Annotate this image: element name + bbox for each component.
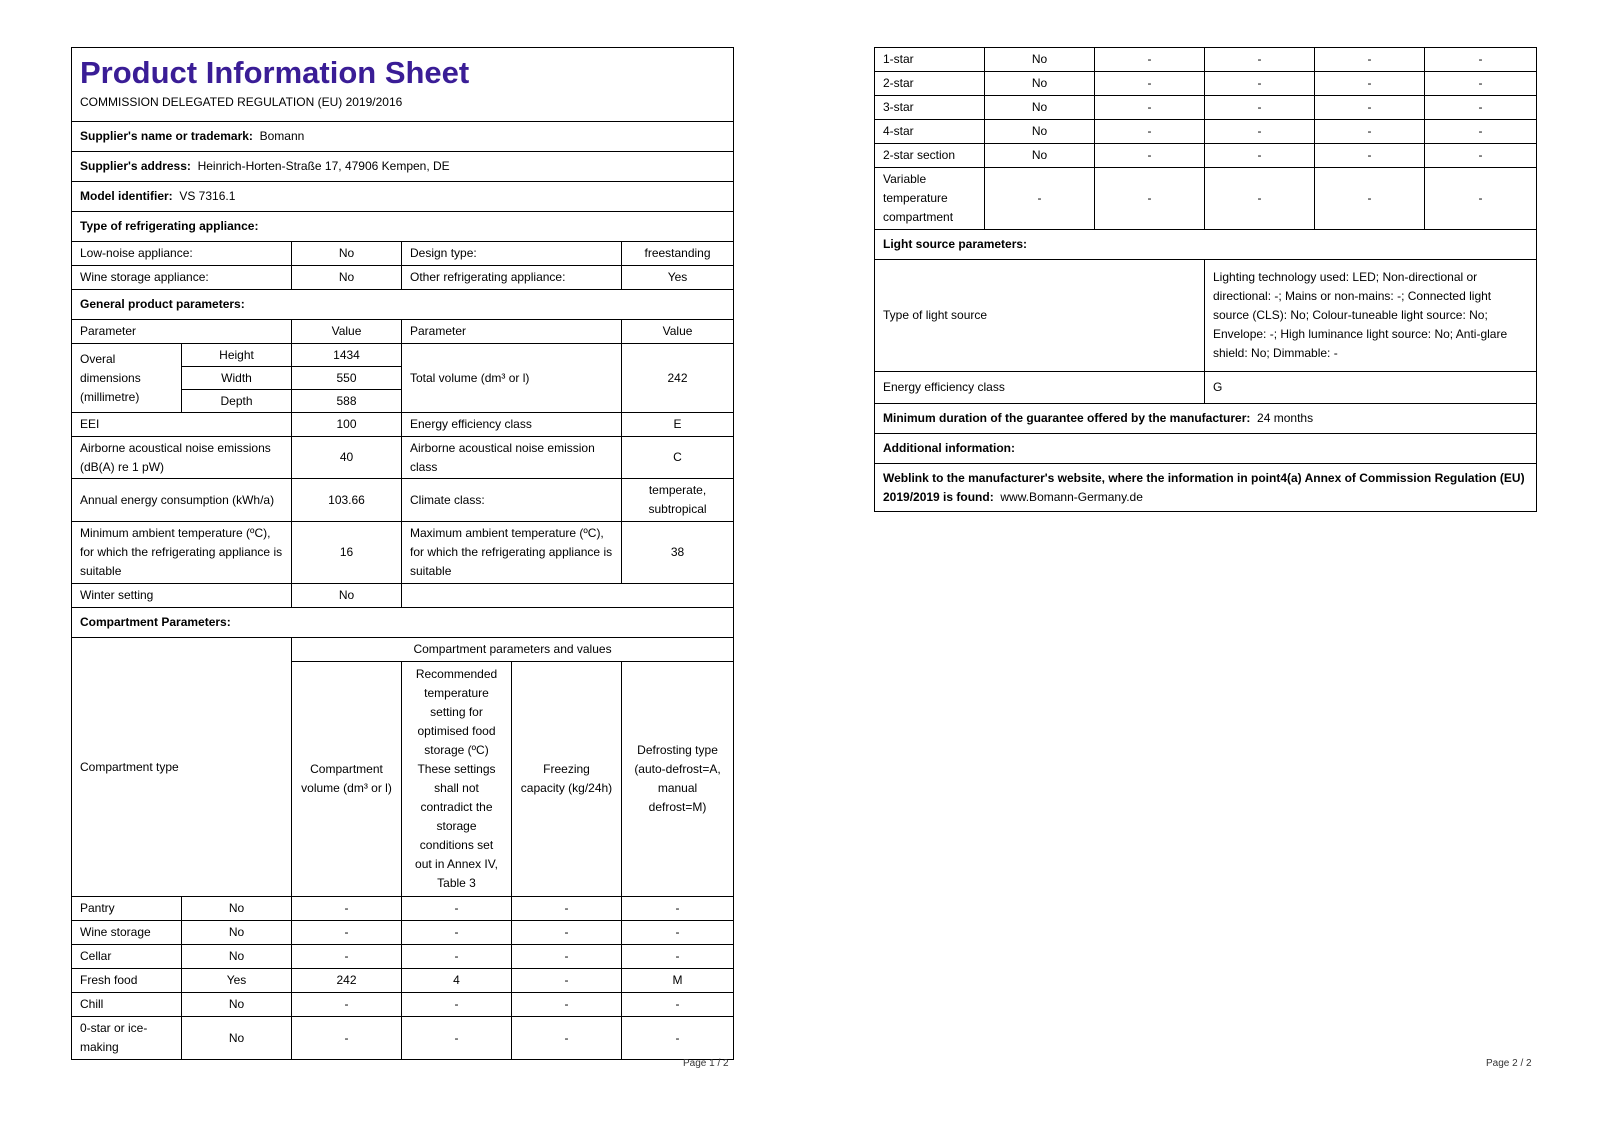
compartment-volume: -	[292, 897, 402, 921]
compartment-volume: -	[1095, 48, 1205, 72]
width-value: 550	[292, 367, 402, 390]
compartment-temp: -	[1205, 96, 1315, 120]
col-value-left: Value	[292, 320, 402, 344]
compartment-freezing: -	[512, 1017, 622, 1060]
compartment-defrost: -	[622, 921, 734, 945]
annual-energy-value: 103.66	[292, 479, 402, 522]
wine-storage-value: No	[292, 266, 402, 290]
compartment-defrost: -	[1425, 96, 1537, 120]
compartment-name: Fresh food	[72, 969, 182, 993]
compartment-present: -	[985, 168, 1095, 230]
width-label: Width	[182, 367, 292, 390]
height-label: Height	[182, 344, 292, 367]
energy-class-label: Energy efficiency class	[402, 413, 622, 437]
compartment-defrost: -	[1425, 144, 1537, 168]
noise-label: Airborne acoustical noise emissions (dB(A) re 1 pW)	[72, 437, 292, 479]
table-row	[72, 897, 734, 921]
compartment-temp: -	[1205, 168, 1315, 230]
compartment-temp: -	[402, 1017, 512, 1060]
supplier-name: Bomann	[259, 129, 305, 143]
compartment-present: Yes	[182, 969, 292, 993]
winter-setting-value: No	[292, 584, 402, 608]
table-row	[875, 120, 1537, 144]
compartment-volume: -	[292, 945, 402, 969]
overal-dimensions-label: Overal dimensions (millimetre)	[72, 344, 182, 413]
weblink-label: Weblink to the manufacturer's website, where the information in point4(a) Annex of Commission Regulation (EU) 2019/2019 is found:	[883, 470, 1525, 504]
compartment-present: No	[182, 921, 292, 945]
compartment-present: No	[985, 120, 1095, 144]
compartment-freezing: -	[1315, 120, 1425, 144]
compartment-defrost: -	[1425, 120, 1537, 144]
design-type-value: freestanding	[622, 242, 734, 266]
compartment-name: Variable temperature compartment	[875, 168, 985, 230]
compartment-present: No	[985, 96, 1095, 120]
guarantee-label: Minimum duration of the guarantee offered by the manufacturer:	[883, 411, 1251, 425]
page-title: Product Information Sheet	[80, 55, 470, 90]
weblink-value: www.Bomann-Germany.de	[1000, 489, 1143, 504]
compartment-defrost: -	[622, 993, 734, 1017]
compartment-name: Chill	[72, 993, 182, 1017]
guarantee-value: 24 months	[1257, 411, 1314, 425]
total-volume-label: Total volume (dm³ or l)	[402, 344, 622, 413]
table-row	[875, 96, 1537, 120]
light-energy-class-label: Energy efficiency class	[875, 372, 1205, 404]
compartment-present: No	[182, 1017, 292, 1060]
low-noise-label: Low-noise appliance:	[72, 242, 292, 266]
supplier-address: Heinrich-Horten-Straße 17, 47906 Kempen, DE	[197, 159, 450, 173]
compartment-volume: -	[1095, 144, 1205, 168]
table-row	[875, 144, 1537, 168]
table-row	[875, 48, 1537, 72]
light-type-value: Lighting technology used: LED; Non-directional or directional: -; Mains or non-mains: -; Connected light source (CLS): No; Colour-tuneable light source: No; Envelope: -; High luminance light source: No; Anti-glare shield: No; Dimmable: -	[1205, 260, 1537, 372]
compartment-temp: 4	[402, 969, 512, 993]
table-row	[875, 72, 1537, 96]
col-value-right: Value	[622, 320, 734, 344]
winter-setting-label: Winter setting	[72, 584, 292, 608]
compartment-name: 4-star	[875, 120, 985, 144]
table-row	[72, 1017, 734, 1060]
compartment-name: 1-star	[875, 48, 985, 72]
compartment-freezing: -	[1315, 72, 1425, 96]
col-compartment-volume: Compartment volume (dm³ or l)	[292, 662, 402, 897]
compartment-present: No	[182, 945, 292, 969]
compartment-defrost: -	[1425, 48, 1537, 72]
compartment-type-header: Compartment type	[72, 638, 292, 897]
supplier-name-label: Supplier's name or trademark:	[80, 129, 253, 143]
light-section-heading: Light source parameters:	[875, 230, 1537, 260]
compartment-freezing: -	[1315, 168, 1425, 230]
compartment-temp: -	[402, 921, 512, 945]
compartment-temp: -	[402, 945, 512, 969]
wine-storage-label: Wine storage appliance:	[72, 266, 292, 290]
compartment-values-header: Compartment parameters and values	[292, 638, 734, 662]
compartment-present: No	[985, 72, 1095, 96]
regulation-text: COMMISSION DELEGATED REGULATION (EU) 2019/2016	[80, 95, 403, 109]
noise-class-label: Airborne acoustical noise emission class	[402, 437, 622, 479]
model-identifier: VS 7316.1	[179, 189, 236, 203]
model-identifier-label: Model identifier:	[80, 189, 173, 203]
max-temp-label: Maximum ambient temperature (ºC), for which the refrigerating appliance is suitable	[402, 522, 622, 584]
page-number-1: Page 1 / 2	[683, 1058, 729, 1069]
compartment-volume: -	[292, 1017, 402, 1060]
depth-label: Depth	[182, 390, 292, 413]
compartment-defrost: -	[622, 897, 734, 921]
compartment-defrost: -	[622, 945, 734, 969]
compartment-name: Cellar	[72, 945, 182, 969]
min-temp-value: 16	[292, 522, 402, 584]
light-energy-class-value: G	[1205, 372, 1537, 404]
energy-class-value: E	[622, 413, 734, 437]
light-type-label: Type of light source	[875, 260, 1205, 372]
min-temp-label: Minimum ambient temperature (ºC), for which the refrigerating appliance is suitable	[72, 522, 292, 584]
additional-info-label: Additional information:	[875, 434, 1537, 464]
noise-value: 40	[292, 437, 402, 479]
col-parameter-right: Parameter	[402, 320, 622, 344]
height-value: 1434	[292, 344, 402, 367]
compartment-temp: -	[1205, 144, 1315, 168]
compartment-volume: -	[292, 921, 402, 945]
compartment-present: No	[182, 993, 292, 1017]
low-noise-value: No	[292, 242, 402, 266]
compartment-name: 0-star or ice-making	[72, 1017, 182, 1060]
col-freezing-capacity: Freezing capacity (kg/24h)	[512, 662, 622, 897]
compartment-present: No	[985, 48, 1095, 72]
eei-value: 100	[292, 413, 402, 437]
compartment-section-heading: Compartment Parameters:	[72, 608, 734, 638]
type-section-heading: Type of refrigerating appliance:	[72, 212, 734, 242]
compartment-temp: -	[1205, 72, 1315, 96]
total-volume-value: 242	[622, 344, 734, 413]
depth-value: 588	[292, 390, 402, 413]
compartment-volume: -	[1095, 168, 1205, 230]
compartment-name: 2-star	[875, 72, 985, 96]
general-section-heading: General product parameters:	[72, 290, 734, 320]
compartment-defrost: -	[622, 1017, 734, 1060]
table-row	[72, 945, 734, 969]
table-row	[875, 168, 1537, 230]
compartment-temp: -	[402, 993, 512, 1017]
compartment-volume: -	[292, 993, 402, 1017]
annual-energy-label: Annual energy consumption (kWh/a)	[72, 479, 292, 522]
compartment-freezing: -	[512, 897, 622, 921]
compartment-defrost: -	[1425, 72, 1537, 96]
compartment-name: 3-star	[875, 96, 985, 120]
table-row	[72, 993, 734, 1017]
other-appliance-label: Other refrigerating appliance:	[402, 266, 622, 290]
col-recommended-temp: Recommended temperature setting for optimised food storage (ºC) These settings shall not contradict the storage conditions set out in Annex IV, Table 3	[402, 662, 512, 897]
compartment-name: 2-star section	[875, 144, 985, 168]
climate-class-value: temperate, subtropical	[622, 479, 734, 522]
supplier-address-label: Supplier's address:	[80, 159, 191, 173]
compartment-volume: -	[1095, 72, 1205, 96]
compartment-freezing: -	[512, 945, 622, 969]
compartment-temp: -	[1205, 120, 1315, 144]
compartment-temp: -	[1205, 48, 1315, 72]
compartment-volume: -	[1095, 96, 1205, 120]
compartment-volume: -	[1095, 120, 1205, 144]
compartment-defrost: -	[1425, 168, 1537, 230]
other-appliance-value: Yes	[622, 266, 734, 290]
compartment-freezing: -	[1315, 48, 1425, 72]
max-temp-value: 38	[622, 522, 734, 584]
compartment-temp: -	[402, 897, 512, 921]
product-sheet-page-1	[71, 47, 734, 1060]
compartment-name: Wine storage	[72, 921, 182, 945]
noise-class-value: C	[622, 437, 734, 479]
compartment-freezing: -	[512, 993, 622, 1017]
climate-class-label: Climate class:	[402, 479, 622, 522]
compartment-freezing: -	[1315, 144, 1425, 168]
page-number-2: Page 2 / 2	[1486, 1058, 1532, 1069]
compartment-defrost: M	[622, 969, 734, 993]
compartment-name: Pantry	[72, 897, 182, 921]
design-type-label: Design type:	[402, 242, 622, 266]
table-row	[72, 921, 734, 945]
compartment-present: No	[182, 897, 292, 921]
compartment-freezing: -	[512, 921, 622, 945]
col-parameter-left: Parameter	[72, 320, 292, 344]
compartment-volume: 242	[292, 969, 402, 993]
col-defrosting-type: Defrosting type (auto-defrost=A, manual defrost=M)	[622, 662, 734, 897]
eei-label: EEI	[72, 413, 292, 437]
compartment-present: No	[985, 144, 1095, 168]
header-cell	[72, 48, 734, 122]
product-sheet-page-2	[874, 47, 1537, 512]
compartment-freezing: -	[512, 969, 622, 993]
compartment-freezing: -	[1315, 96, 1425, 120]
table-row	[72, 969, 734, 993]
